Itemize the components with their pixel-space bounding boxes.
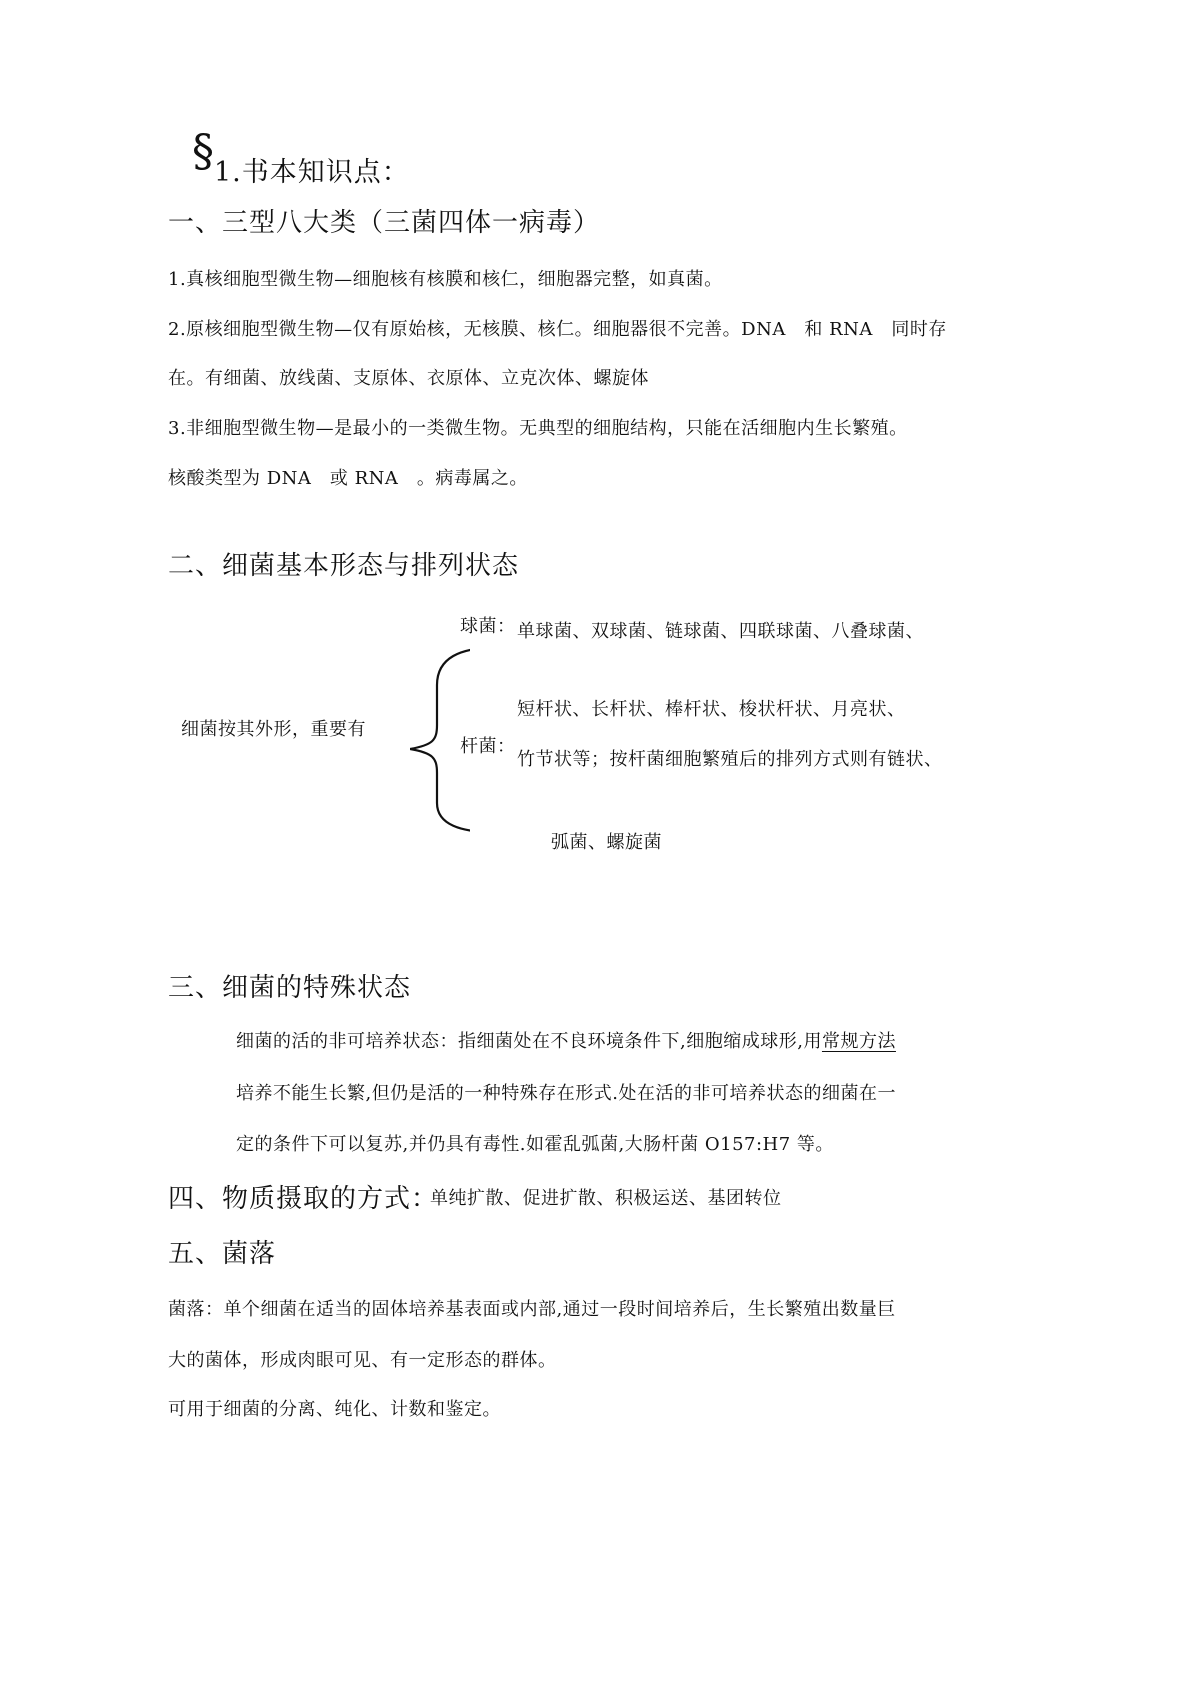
conventional-method-underlined: 常规方法 (821, 1031, 896, 1052)
bacilli-label: 杆菌： (460, 736, 516, 757)
s4-text: 单纯扩散、促进扩散、积极运送、基团转位 (430, 1188, 782, 1209)
section-3-heading: 三、细菌的特殊状态 (168, 973, 412, 1003)
s3-line-1-text: 细菌的活的非可培养状态：指细菌处在不良环境条件下,细胞缩成球形,用 (236, 1031, 822, 1052)
section-5-heading: 五、菌落 (168, 1239, 277, 1269)
s1-paragraph-2-line-2: 在。有细菌、放线菌、支原体、衣原体、立克次体、螺旋体 (168, 368, 649, 389)
section-2-heading: 二、细菌基本形态与排列状态 (168, 551, 520, 581)
bacilli-shapes-line-2: 竹节状等；按杆菌细胞繁殖后的排列方式则有链状、 (517, 749, 943, 770)
s1-paragraph-2-line-1: 2.原核细胞型微生物—仅有原始核，无核膜、核仁。细胞器很不完善。DNA 和 RNA 同时存 (168, 319, 947, 340)
doc-title: 1.书本知识点： (214, 157, 410, 188)
s5-paragraph-1-line-2: 大的菌体，形成肉眼可见、有一定形态的群体。 (168, 1350, 557, 1371)
section-1-heading: 一、三型八大类（三菌四体一病毒） (168, 208, 601, 238)
s5-paragraph-1-line-1: 菌落：单个细菌在适当的固体培养基表面或内部,通过一段时间培养后，生长繁殖出数量巨 (168, 1299, 896, 1320)
cocci-types: 单球菌、双球菌、链球菌、四联球菌、八叠球菌、 (517, 621, 924, 642)
s1-paragraph-1: 1.真核细胞型微生物—细胞核有核膜和核仁，细胞器完整，如真菌。 (168, 269, 723, 290)
section-mark: § (192, 126, 214, 177)
s5-paragraph-2: 可用于细菌的分离、纯化、计数和鉴定。 (168, 1399, 501, 1420)
s3-line-2: 培养不能生长繁,但仍是活的一种特殊存在形式.处在活的非可培养状态的细菌在一 (236, 1083, 896, 1104)
s3-line-1 (236, 1027, 896, 1053)
s3-line-3: 定的条件下可以复苏,并仍具有毒性.如霍乱弧菌,大肠杆菌 O157:H7 等。 (236, 1134, 834, 1155)
spiral-bacteria: 弧菌、螺旋菌 (551, 832, 662, 853)
bacilli-shapes-line-1: 短杆状、长杆状、棒杆状、梭状杆状、月亮状、 (517, 699, 906, 720)
shape-classification-label: 细菌按其外形，重要有 (181, 719, 366, 740)
cocci-label: 球菌： (460, 616, 516, 637)
s1-paragraph-3-line-1: 3.非细胞型微生物—是最小的一类微生物。无典型的细胞结构，只能在活细胞内生长繁殖。 (168, 418, 908, 439)
section-4-heading: 四、物质摄取的方式： (168, 1184, 439, 1214)
s1-paragraph-3-line-2: 核酸类型为 DNA 或 RNA 。病毒属之。 (168, 468, 528, 489)
